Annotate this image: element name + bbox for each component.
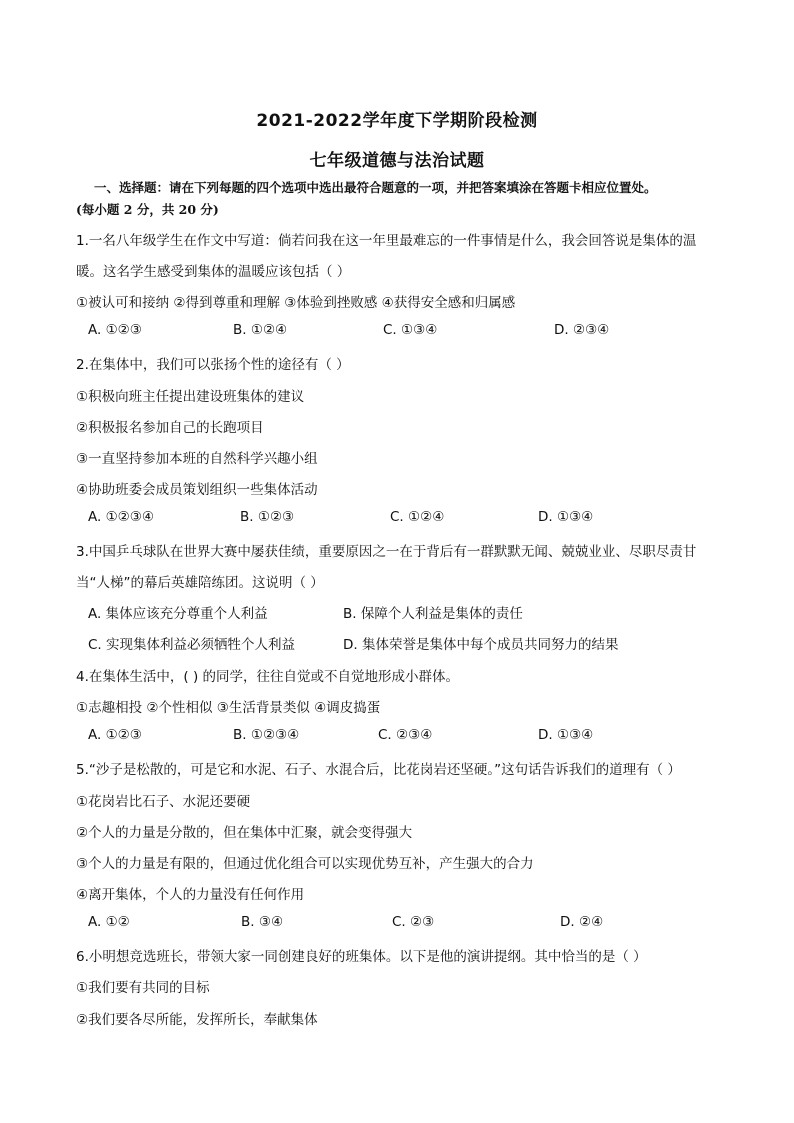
question-6-item: ①我们要有共同的目标: [76, 980, 210, 996]
question-2-option-b[interactable]: B. ①②③: [240, 509, 295, 525]
question-1-option-b[interactable]: B. ①②④: [233, 322, 288, 338]
question-5-item: ①花岗岩比石子、水泥还要硬: [76, 794, 251, 810]
question-4-stem-line: 4.在集体生活中，( ) 的同学，往往自觉或不自觉地形成小群体。: [76, 669, 459, 685]
question-3-option-a[interactable]: A. 集体应该充分尊重个人利益: [88, 606, 268, 622]
question-2-item: ③一直坚持参加本班的自然科学兴趣小组: [76, 451, 318, 467]
exam-title: 2021-2022学年度下学期阶段检测: [256, 111, 538, 131]
section-heading: [76, 177, 776, 221]
section-heading-line: (每小题 2 分，共 20 分): [76, 202, 219, 217]
question-5-item: ②个人的力量是分散的，但在集体中汇聚，就会变得强大: [76, 825, 413, 841]
question-4-item: ①志趣相投 ②个性相似 ③生活背景类似 ④调皮捣蛋: [76, 700, 381, 716]
question-5-option-a[interactable]: A. ①②: [88, 914, 130, 930]
question-2-item: ①积极向班主任提出建设班集体的建议: [76, 389, 305, 405]
question-4-option-c[interactable]: C. ②③④: [378, 727, 433, 743]
question-4-option-a[interactable]: A. ①②③: [88, 727, 142, 743]
question-4-option-d[interactable]: D. ①③④: [538, 727, 594, 743]
question-5-option-b[interactable]: B. ③④: [241, 914, 284, 930]
question-5-stem-line: 5.“沙子是松散的，可是它和水泥、石子、水混合后，比花岗岩还坚硬。”这句话告诉我们的道理有（ ）: [76, 762, 681, 778]
section-heading-line: 一、选择题：请在下列每题的四个选项中选出最符合题意的一项，并把答案填涂在答题卡相应位置处。: [94, 180, 657, 195]
question-1-item: ①被认可和接纳 ②得到尊重和理解 ③体验到挫败感 ④获得安全感和归属感: [76, 295, 516, 311]
question-2-option-c[interactable]: C. ①②④: [390, 509, 445, 525]
question-5-item: ④离开集体，个人的力量没有任何作用: [76, 887, 305, 903]
question-3-option-b[interactable]: B. 保障个人利益是集体的责任: [343, 606, 523, 622]
question-3-stem-line: 当“人梯”的幕后英雄陪练团。这说明（ ）: [76, 575, 324, 591]
question-5-item: ③个人的力量是有限的，但通过优化组合可以实现优势互补，产生强大的合力: [76, 856, 534, 872]
question-1-stem-line: 1.一名八年级学生在作文中写道：倘若问我在这一年里最难忘的一件事情是什么，我会回答说是集体的温: [76, 233, 697, 249]
question-6-stem-line: 6.小明想竞选班长，带领大家一同创建良好的班集体。以下是他的演讲提纲。其中恰当的是（ ）: [76, 949, 647, 965]
question-5-option-d[interactable]: D. ②④: [560, 914, 604, 930]
question-3-option-c[interactable]: C. 实现集体利益必须牺牲个人利益: [88, 637, 296, 653]
question-1-option-d[interactable]: D. ②③④: [554, 322, 610, 338]
question-1-option-a[interactable]: A. ①②③: [88, 322, 142, 338]
question-4-option-b[interactable]: B. ①②③④: [233, 727, 300, 743]
question-3-stem-line: 3.中国乒乓球队在世界大赛中屡获佳绩，重要原因之一在于背后有一群默默无闻、兢兢业业、尽职尽责甘: [76, 544, 697, 560]
question-2-item: ②积极报名参加自己的长跑项目: [76, 420, 264, 436]
question-2-option-d[interactable]: D. ①③④: [538, 509, 594, 525]
exam-subtitle: 七年级道德与法治试题: [309, 151, 485, 171]
question-5-option-c[interactable]: C. ②③: [392, 914, 435, 930]
question-1-option-c[interactable]: C. ①③④: [383, 322, 438, 338]
question-2-item: ④协助班委会成员策划组织一些集体活动: [76, 482, 318, 498]
question-2-option-a[interactable]: A. ①②③④: [88, 509, 154, 525]
question-6-item: ②我们要各尽所能，发挥所长，奉献集体: [76, 1012, 318, 1028]
question-1-stem-line: 暖。这名学生感受到集体的温暖应该包括（ ）: [76, 264, 351, 280]
question-2-stem-line: 2.在集体中，我们可以张扬个性的途径有（ ）: [76, 357, 350, 373]
question-3-option-d[interactable]: D. 集体荣誉是集体中每个成员共同努力的结果: [343, 637, 619, 653]
